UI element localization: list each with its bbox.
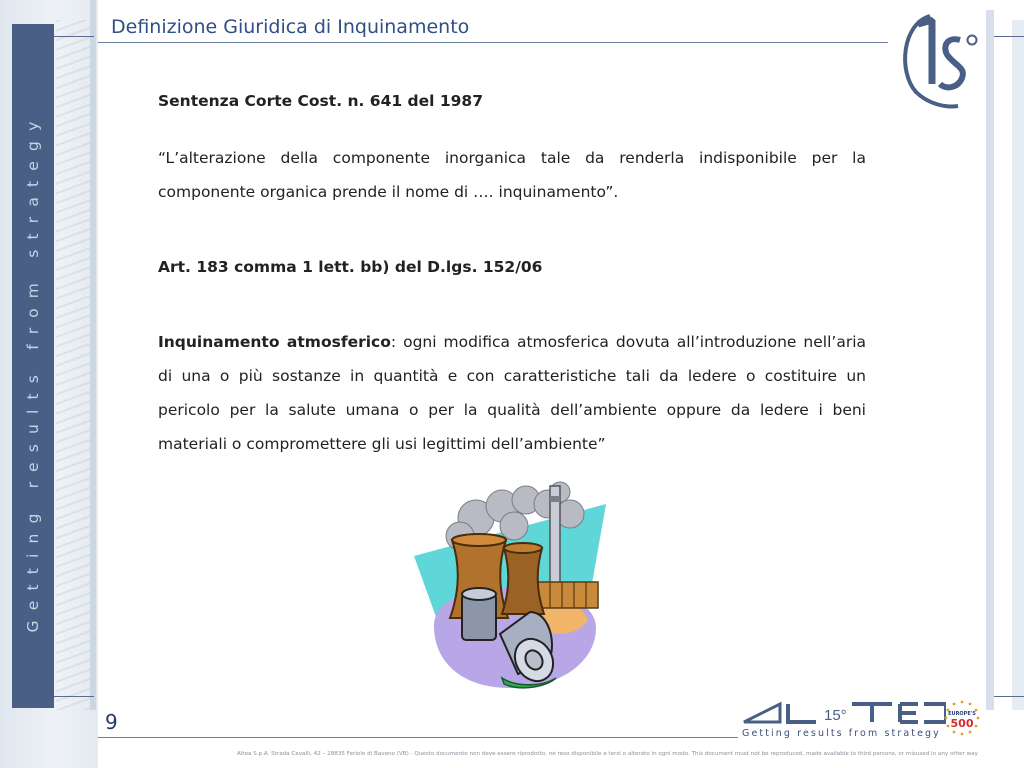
header-rule <box>98 42 888 43</box>
15-degree-logo <box>896 10 986 112</box>
sidebar-tagline: Getting results from strategy <box>24 111 42 633</box>
footer-tagline: Getting results from strategy <box>742 728 941 739</box>
right-top-rule <box>994 36 1024 37</box>
badge-line1: EUROPE'S <box>948 711 976 717</box>
left-separator <box>90 0 96 710</box>
section2-heading: Art. 183 comma 1 lett. bb) del D.lgs. 152/06 <box>158 258 543 276</box>
right-bottom-rule <box>994 696 1024 697</box>
section2-body: : ogni modifica atmosferica dovuta all’introduzione nell’aria di una o più sostanze in quantità e con caratteristiche tali da ledere o costituire un pericolo per la salute umana o per la qualità dell’ambiente oppure da ledere i beni materiali o compromettere gli usi legittimi dell’ambiente” <box>158 333 866 453</box>
left-top-rule <box>54 36 94 37</box>
page-number: 9 <box>105 710 118 734</box>
section2-definition <box>158 325 866 461</box>
section2-term: Inquinamento atmosferico <box>158 333 391 351</box>
slide-content <box>158 84 866 461</box>
section1-quote: “L’alterazione della componente inorganica tale da renderla indisponibile per la componente organica prende il nome di …. inquinamento”. <box>158 149 866 201</box>
page-title: Definizione Giuridica di Inquinamento <box>111 16 470 38</box>
left-bottom-rule <box>54 696 94 697</box>
altec-brand: ALTEC <box>740 698 744 699</box>
left-band-texture <box>56 20 92 710</box>
altec-logo <box>740 698 946 730</box>
right-decorative-band <box>986 10 994 710</box>
footer-rule <box>98 737 738 738</box>
pollution-factory-illustration <box>410 478 610 690</box>
altec-brand-mark: 15° <box>824 707 847 724</box>
europes-500-badge <box>944 700 980 736</box>
legal-disclaimer: Altea S.p.A. Strada Cavalli, 42 – 28835 Feriolo di Baveno (VB) - Questo documento non deve essere riprodotto, né reso disponibile a terzi o alterato in ogni modo. This document must not be reproduced, made available to third persons, or misused in any other way <box>237 751 978 757</box>
badge-line2: 500 <box>950 717 974 730</box>
right-outer-band <box>1012 20 1024 710</box>
section1-heading: Sentenza Corte Cost. n. 641 del 1987 <box>158 92 484 110</box>
